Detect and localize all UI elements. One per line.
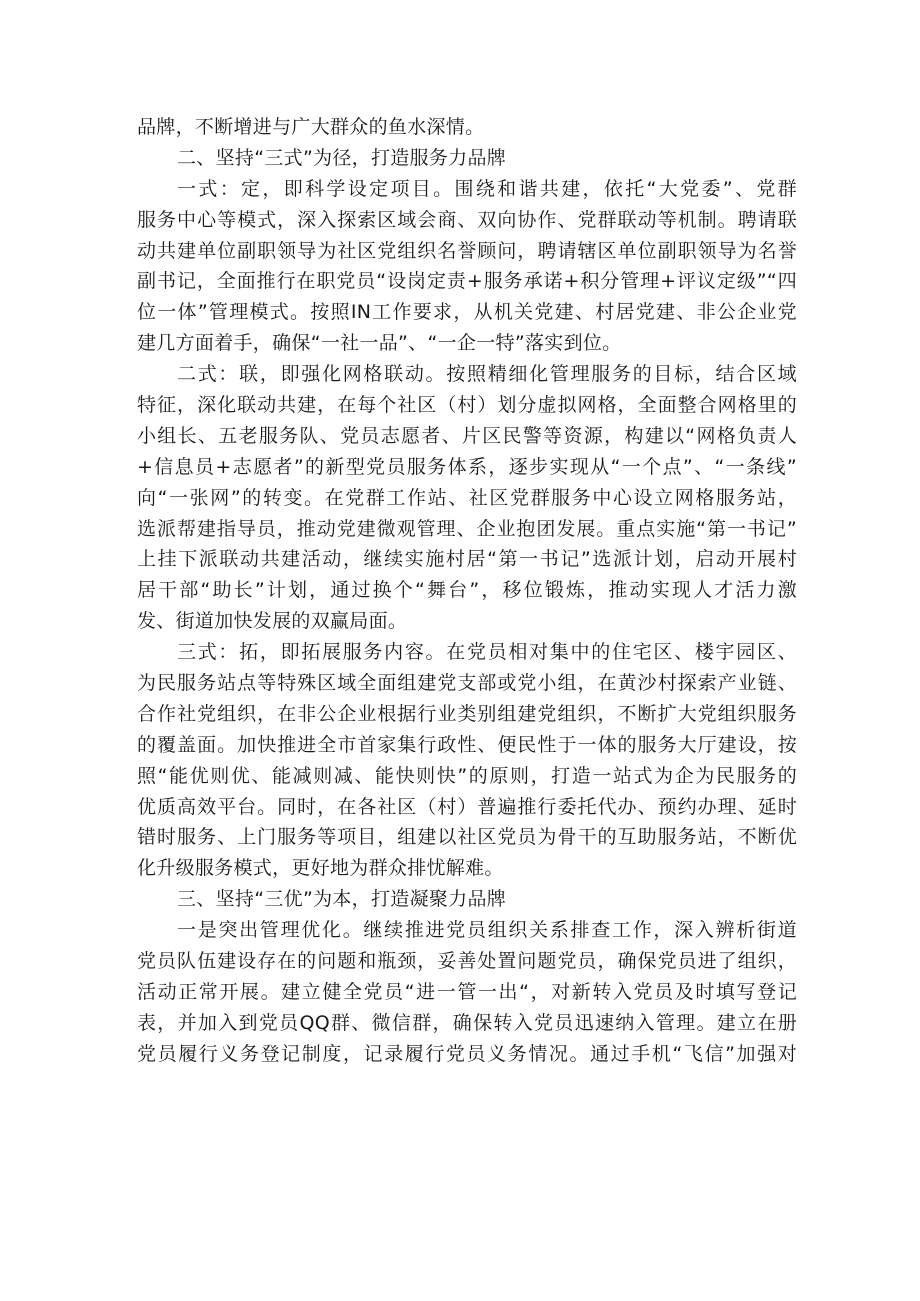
paragraph-line: 品牌，不断增进与广大群众的鱼水深情。 bbox=[137, 116, 485, 138]
paragraph-line: 活动正常开展。建立健全党员“进一管一出“，对新转入党员及时填写登记 bbox=[137, 980, 797, 1003]
paragraph-line: 合作社党组织，在非公企业根据行业类别组建党组织，不断扩大党组织服务 bbox=[137, 702, 797, 725]
paragraph-line: 上挂下派联动共建活动，继续实施村居“第一书记”选派计划，启动开展村 bbox=[137, 548, 797, 571]
paragraph-line: 一是突出管理优化。继续推进党员组织关系排查工作，深入辨析街道 bbox=[177, 919, 797, 942]
paragraph-line: 错时服务、上门服务等项目，组建以社区党员为骨干的互助服务站，不断优 bbox=[137, 826, 797, 849]
paragraph-line: 党员队伍建设存在的问题和瓶颈，妥善处置问题党员，确保党员进了组织， bbox=[137, 950, 797, 973]
paragraph-line: 建几方面着手，确保“一社一品”、“一企一特”落实到位。 bbox=[137, 332, 622, 355]
paragraph-line: 特征，深化联动共建，在每个社区（村）划分虚拟网格，全面整合网格里的 bbox=[137, 394, 797, 417]
body-text bbox=[137, 112, 797, 1070]
paragraph-line: +信息员+志愿者”的新型党员服务体系，逐步实现从“一个点”、“一条线” bbox=[137, 455, 797, 478]
paragraph-line: 向“一张网”的转变。在党群工作站、社区党群服务中心设立网格服务站， bbox=[137, 486, 797, 509]
paragraph-line: 为民服务站点等特殊区域全面组建党支部或党小组，在黄沙村探索产业链、 bbox=[137, 672, 797, 695]
paragraph-line: 的覆盖面。加快推进全市首家集行政性、便民性于一体的服务大厅建设，按 bbox=[137, 733, 797, 756]
paragraph-line: 一式：定，即科学设定项目。围绕和谐共建，依托“大党委”、党群 bbox=[177, 177, 797, 200]
paragraph-line: 选派帮建指导员，推动党建微观管理、企业抱团发展。重点实施“第一书记” bbox=[137, 517, 797, 540]
paragraph-line: 动共建单位副职领导为社区党组织名誉顾问，聘请辖区单位副职领导为名誉 bbox=[137, 239, 797, 262]
paragraph-line: 照“能优则优、能减则减、能快则快”的原则，打造一站式为企为民服务的 bbox=[137, 764, 797, 787]
section-heading: 三、坚持“三优”为本，打造凝聚力品牌 bbox=[177, 888, 507, 911]
paragraph-line: 优质高效平台。同时，在各社区（村）普遍推行委托代办、预约办理、延时 bbox=[137, 795, 797, 818]
paragraph-line: 位一体”管理模式。按照IN工作要求，从机关党建、村居党建、非公企业党 bbox=[137, 301, 797, 324]
paragraph-line: 副书记，全面推行在职党员“设岗定责+服务承诺+积分管理+评议定级”“四 bbox=[137, 270, 797, 293]
paragraph-line: 党员履行义务登记制度，记录履行党员义务情况。通过手机“飞信”加强对 bbox=[137, 1042, 797, 1065]
section-heading: 二、坚持“三式”为径，打造服务力品牌 bbox=[177, 146, 507, 169]
paragraph-line: 表，并加入到党员QQ群、微信群，确保转入党员迅速纳入管理。建立在册 bbox=[137, 1011, 797, 1034]
paragraph-line: 发、街道加快发展的双赢局面。 bbox=[137, 610, 408, 633]
paragraph-line: 二式：联，即强化网格联动。按照精细化管理服务的目标，结合区域 bbox=[177, 363, 797, 386]
paragraph-line: 化升级服务模式，更好地为群众排忧解难。 bbox=[137, 857, 504, 880]
paragraph-line: 小组长、五老服务队、党员志愿者、片区民警等资源，构建以“网格负责人 bbox=[137, 424, 797, 447]
paragraph-line: 三式：拓，即拓展服务内容。在党员相对集中的住宅区、楼宇园区、 bbox=[177, 641, 797, 664]
paragraph-line: 居干部“助长”计划，通过换个“舞台”，移位锻炼，推动实现人才活力激 bbox=[137, 579, 797, 602]
paragraph-line: 服务中心等模式，深入探索区域会商、双向协作、党群联动等机制。聘请联 bbox=[137, 208, 797, 231]
